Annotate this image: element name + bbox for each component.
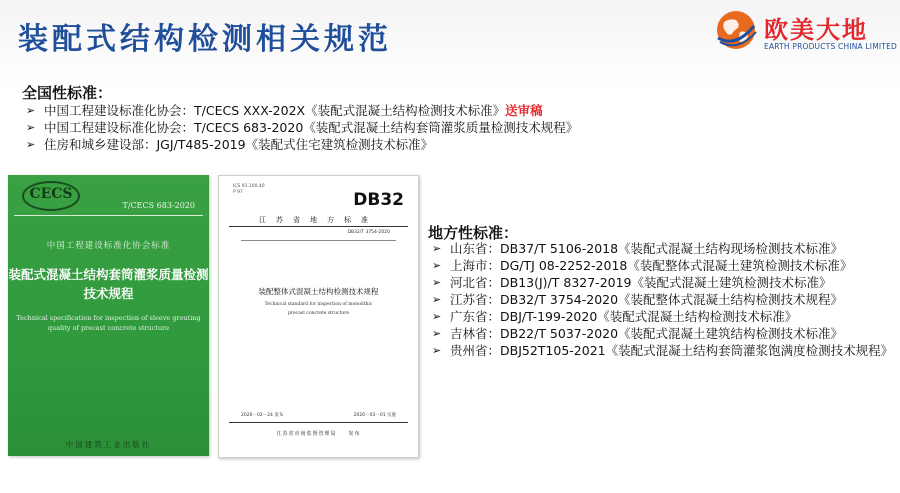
divider xyxy=(241,240,396,241)
divider xyxy=(229,422,408,423)
status-note: 送审稿 xyxy=(505,103,543,118)
book-code: T/CECS 683-2020 xyxy=(122,201,195,210)
arrow-bullet-icon: ➢ xyxy=(432,327,442,340)
book-publisher: 中国建筑工业出版社 xyxy=(65,440,152,449)
page-title: 装配式结构检测相关规范 xyxy=(18,22,392,57)
national-standards-heading: 全国性标准： xyxy=(22,84,113,102)
book-association: 中国工程建设标准化协会标准 xyxy=(46,241,171,251)
company-logo xyxy=(714,8,897,58)
book-cover-db32 xyxy=(218,175,419,458)
book-title: 装配整体式混凝土结构检测技术规程 xyxy=(258,287,379,296)
arrow-bullet-icon: ➢ xyxy=(26,104,36,117)
arrow-bullet-icon: ➢ xyxy=(432,310,442,323)
book-title: 装配式混凝土结构套筒灌浆质量检测 技术规程 xyxy=(8,267,209,301)
book-ics-code: ICS 91.100.40 P 97 xyxy=(233,184,265,195)
divider xyxy=(14,215,203,216)
logo-english-name: EARTH PRODUCTS CHINA LIMITED xyxy=(764,42,897,51)
arrow-bullet-icon: ➢ xyxy=(432,276,442,289)
local-standards-heading: 地方性标准： xyxy=(428,224,519,242)
list-item: ➢ 江苏省：DB32/T 3754-2020《装配整体式混凝土结构检测技术规程》 xyxy=(432,292,844,307)
book-standard-type: 江苏省地方标准 xyxy=(259,216,378,224)
list-item: ➢ 住房和城乡建设部：JGJ/T485-2019《装配式住宅建筑检测技术标准》 xyxy=(26,137,434,152)
book-issue-date: 2020－02－24 发布 xyxy=(241,413,284,418)
book-english-title: Technical standard for inspection of monolithic precast concrete structure xyxy=(264,302,373,316)
list-item: ➢ 中国工程建设标准化协会：T/CECS 683-2020《装配式混凝土结构套筒灌浆质量检测技术规程》 xyxy=(26,120,579,135)
arrow-bullet-icon: ➢ xyxy=(432,259,442,272)
globe-icon xyxy=(714,8,758,52)
book-english-title: Technical specification for inspection of sleeve grouting quality of precast concrete structure xyxy=(16,314,201,332)
logo-chinese-name: 欧美大地 xyxy=(764,16,868,44)
book-publisher: 江苏省市场监督管理局 发布 xyxy=(276,431,361,437)
list-item: ➢ 河北省：DB13(J)/T 8327-2019《装配式混凝土建筑检测技术标准》 xyxy=(432,275,832,290)
book-number: DB32/T 3754-2020 xyxy=(347,230,390,235)
local-standards-list xyxy=(430,240,893,359)
book-effective-date: 2020－03－01 实施 xyxy=(353,413,396,418)
arrow-bullet-icon: ➢ xyxy=(432,242,442,255)
divider xyxy=(229,226,408,227)
list-item: ➢ 山东省：DB37/T 5106-2018《装配式混凝土结构现场检测技术标准》 xyxy=(432,241,844,256)
list-item: ➢ 贵州省：DBJ52T105-2021《装配式混凝土结构套筒灌浆饱满度检测技术规程》 xyxy=(432,343,894,358)
arrow-bullet-icon: ➢ xyxy=(432,293,442,306)
list-item: ➢ 广东省：DBJ/T-199-2020《装配式混凝土结构检测技术标准》 xyxy=(432,309,798,324)
list-item: ➢ 中国工程建设标准化协会：T/CECS XXX-202X《装配式混凝土结构检测技术标准》送审稿 xyxy=(26,103,543,118)
list-item: ➢ 吉林省：DB22/T 5037-2020《装配式混凝土建筑结构检测技术标准》 xyxy=(432,326,844,341)
arrow-bullet-icon: ➢ xyxy=(26,138,36,151)
list-item: ➢ 上海市：DG/TJ 08-2252-2018《装配整体式混凝土建筑检测技术标准》 xyxy=(432,258,853,273)
book-db-code: DB32 xyxy=(353,190,404,210)
national-standards-list xyxy=(24,102,578,153)
book-cover-cecs xyxy=(8,175,209,456)
cecs-logo: CECS xyxy=(22,181,80,211)
arrow-bullet-icon: ➢ xyxy=(432,344,442,357)
arrow-bullet-icon: ➢ xyxy=(26,121,36,134)
